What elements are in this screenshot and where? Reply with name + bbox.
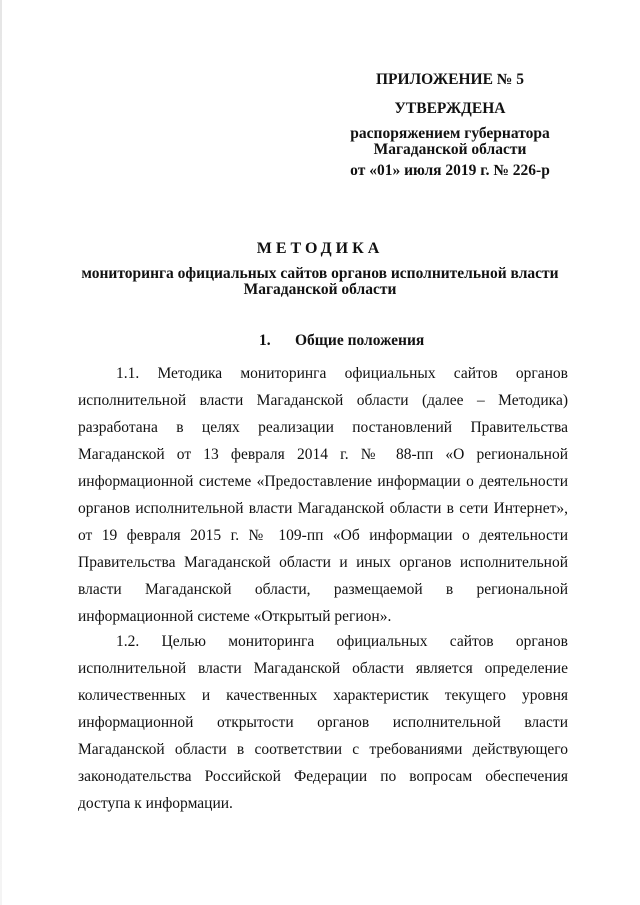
para-1-2-line: количественных и качественных характеристик текущего уровня [78,687,568,704]
para-1-1-line: Правительства Магаданской области и иных органов исполнительной [78,554,568,571]
para-1-2-line: Магаданской области в соответствии с требованиями действующего [78,741,568,758]
section-number: 1. [259,332,271,349]
para-1-1-line: от 19 февраля 2015 г. № 109-пп «Об информации о деятельности [78,527,568,544]
approved-by-line1: распоряжением губернатора [350,125,550,142]
section-title: Общие положения [295,332,425,349]
approved-label: УТВЕРЖДЕНА [394,100,506,117]
approved-by-line2: Магаданской области [373,141,527,158]
para-1-2-line: исполнительной власти Магаданской области является определение [78,660,568,677]
scan-edge [0,0,2,905]
para-1-2-line: законодательства Российской Федерации по вопросам обеспечения [78,768,568,785]
para-1-1-line: органов исполнительной власти Магаданской области в сети Интернет», [78,500,568,517]
para-1-1-line: Магаданской от 13 февраля 2014 г. № 88-пп «О региональной [78,446,568,463]
para-1-1-line: информационной системе «Предоставление информации о деятельности [78,473,568,490]
appendix-title: ПРИЛОЖЕНИЕ № 5 [376,71,524,88]
para-1-1-line: власти Магаданской области, размещаемой в региональной [78,581,568,598]
approval-date: от «01» июля 2019 г. № 226-р [350,162,550,179]
para-1-1-line: информационной системе «Открытый регион». [78,608,392,625]
para-1-2-line: информационной открытости органов исполнительной власти [78,714,568,731]
para-1-1-line: разработана в целях реализации постановлений Правительства [78,419,568,436]
doc-heading: МЕТОДИКА [256,240,384,257]
doc-subtitle-line2: Магаданской области [243,281,397,298]
para-1-2-line: доступа к информации. [78,795,233,812]
para-1-1-line: 1.1. Методика мониторинга официальных сайтов органов [116,365,568,382]
para-1-1-line: исполнительной власти Магаданской области (далее – Методика) [78,392,568,409]
para-1-2-line: 1.2. Целью мониторинга официальных сайтов органов [116,633,568,650]
doc-subtitle-line1: мониторинга официальных сайтов органов исполнительной власти [81,265,559,282]
